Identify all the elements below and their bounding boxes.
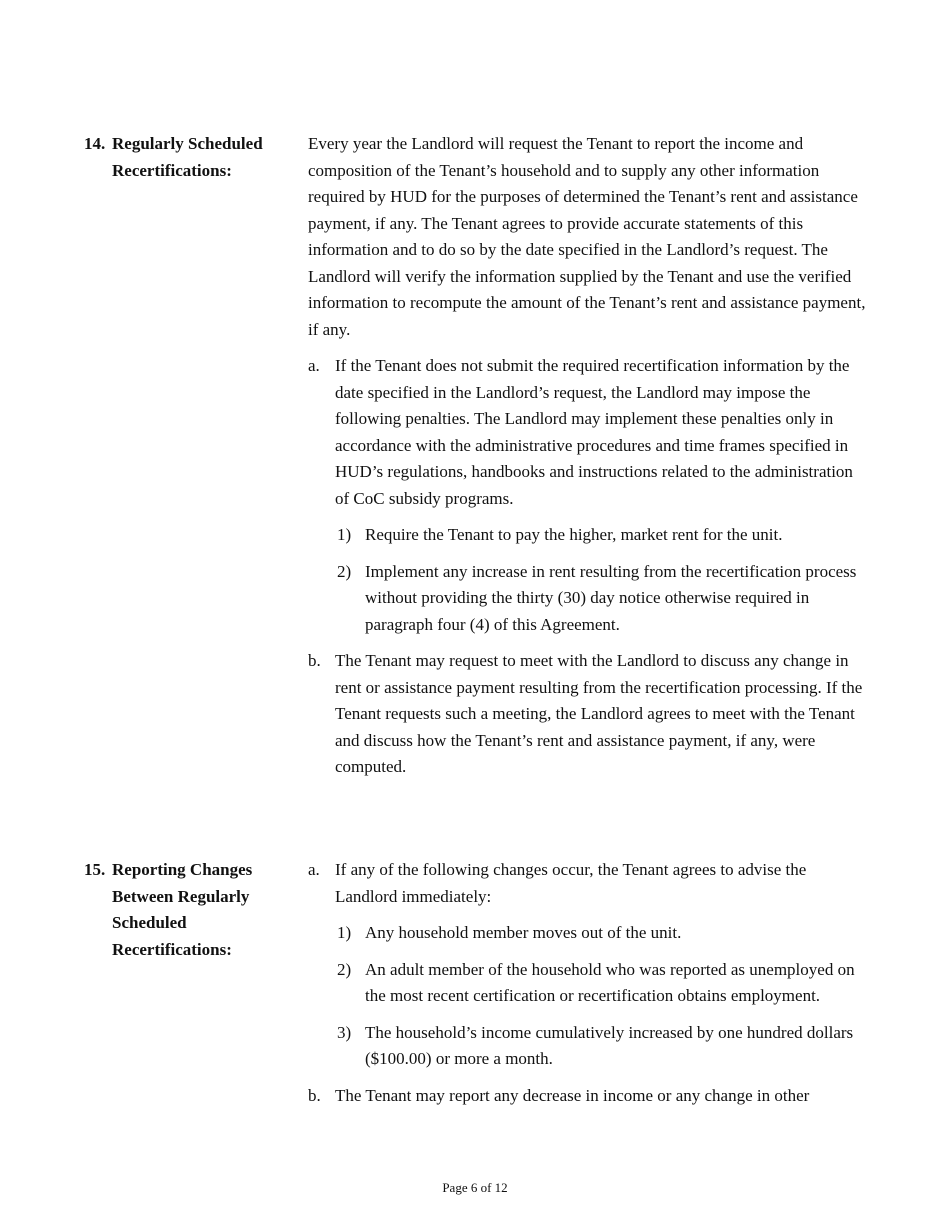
list-item-b bbox=[308, 648, 868, 781]
sublist-item-1 bbox=[337, 920, 868, 947]
list-item-a bbox=[308, 857, 868, 910]
list-item-text: If any of the following changes occur, the Tenant agrees to advise the Landlord immediately: bbox=[335, 860, 807, 906]
sublist-item-text: The household’s income cumulatively increased by one hundred dollars ($100.00) or more a month. bbox=[365, 1022, 854, 1068]
sublist bbox=[337, 522, 868, 638]
sublist-item-text: Any household member moves out of the unit. bbox=[365, 923, 682, 942]
section-title: Reporting Changes Between Regularly Scheduled Recertifications: bbox=[112, 860, 253, 959]
page-number: Page 6 of 12 bbox=[442, 1180, 508, 1195]
section-number: 15. bbox=[84, 860, 106, 879]
sublist-marker: 1) bbox=[337, 923, 352, 942]
sublist-item-text: An adult member of the household who was reported as unemployed on the most recent certification or recertification obtains employment. bbox=[365, 959, 855, 1005]
sublist-item-text: Require the Tenant to pay the higher, market rent for the unit. bbox=[365, 525, 783, 544]
list-item-text: The Tenant may request to meet with the Landlord to discuss any change in rent or assistance payment resulting from the recertification processing. If the Tenant requests such a meeting, the Landlord agrees to meet with the Tenant and discuss how the Tenant’s rent and assistance payment, if any, were computed. bbox=[335, 651, 863, 776]
sublist-item-2 bbox=[337, 559, 868, 639]
sublist-item-3 bbox=[337, 1020, 868, 1073]
list-marker: b. bbox=[308, 651, 321, 670]
sublist-marker: 3) bbox=[337, 1022, 352, 1042]
list-item-text: The Tenant may report any decrease in income or any change in other bbox=[335, 1085, 810, 1105]
sublist-item-2 bbox=[337, 957, 868, 1010]
section-14-body bbox=[308, 131, 868, 791]
page-footer bbox=[0, 1179, 950, 1197]
section-title: Regularly Scheduled Recertifications: bbox=[112, 134, 263, 180]
sublist bbox=[309, 920, 868, 1073]
list-item-text: If the Tenant does not submit the required recertification information by the date specified in the Landlord’s request, the Landlord may impose the following penalties. The Landlord may implement these penalties only in accordance with the administrative procedures and time frames specified in HUD’s regulations, handbooks and instructions related to the administration of CoC subsidy programs. bbox=[335, 356, 853, 508]
list-item-b bbox=[308, 1083, 868, 1110]
list-item-a bbox=[308, 353, 868, 512]
list-marker: b. bbox=[308, 1085, 321, 1105]
sublist-item-1 bbox=[337, 522, 868, 549]
sublist-marker: 2) bbox=[337, 561, 352, 581]
sublist-item-text: Implement any increase in rent resulting from the recertification process without providing the thirty (30) day notice otherwise required in paragraph four (4) of this Agreement. bbox=[365, 561, 857, 634]
sublist-marker: 1) bbox=[337, 525, 352, 544]
list-marker: a. bbox=[308, 356, 320, 375]
sublist-marker: 2) bbox=[337, 959, 352, 979]
list-marker: a. bbox=[308, 860, 320, 879]
section-15-body bbox=[308, 857, 868, 1119]
section-intro-paragraph: Every year the Landlord will request the Tenant to report the income and composition of the Tenant’s household and to supply any other information required by HUD for the purposes of determined the Tenant’s rent and assistance payment, if any. The Tenant agrees to provide accurate statements of this information and to do so by the date specified in the Landlord’s request. The Landlord will verify the information supplied by the Tenant and use the verified information to recompute the amount of the Tenant’s rent and assistance payment, if any. bbox=[308, 134, 866, 339]
section-number: 14. bbox=[84, 134, 106, 153]
